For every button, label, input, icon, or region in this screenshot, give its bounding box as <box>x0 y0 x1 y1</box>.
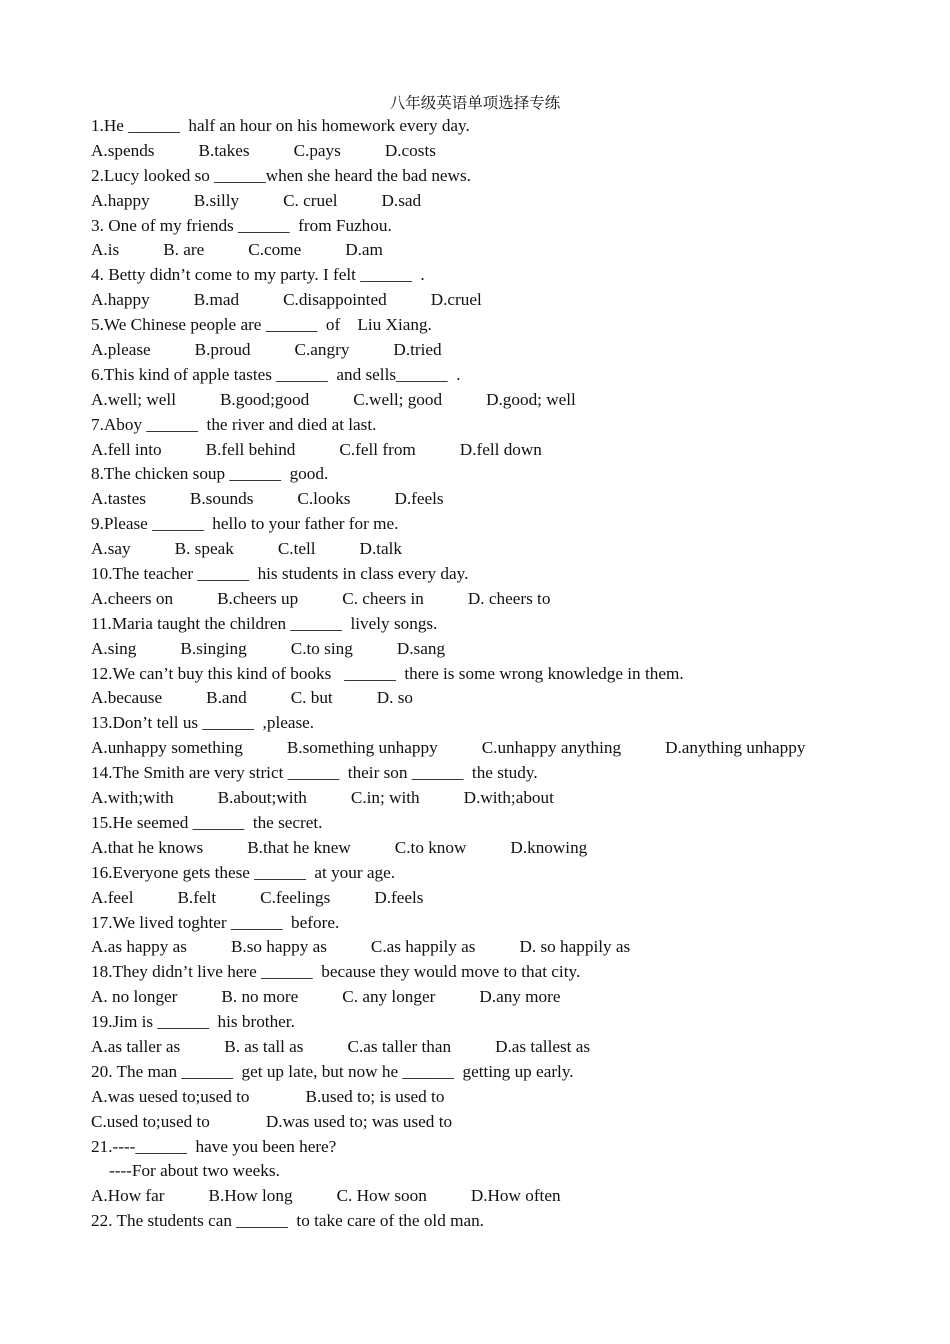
options-line <box>91 1184 910 1209</box>
question-text: 5.We Chinese people are ______ of Liu Xiang. <box>91 315 432 335</box>
question-text: 3. One of my friends ______ from Fuzhou. <box>91 215 392 235</box>
answer-option: D.knowing <box>510 837 588 857</box>
options-line <box>91 686 910 711</box>
answer-option: A.say <box>91 539 131 559</box>
question-line <box>91 313 910 338</box>
question-line <box>91 214 910 239</box>
question-text: 10.The teacher ______ his students in class every day. <box>91 564 469 584</box>
answer-option: C.looks <box>297 489 351 509</box>
answer-option: D.feels <box>394 489 444 509</box>
answer-option: A.well; well <box>91 389 176 409</box>
answer-option: D.sad <box>381 190 422 210</box>
answer-option: B. no more <box>221 987 299 1007</box>
answer-option: A.happy <box>91 290 150 310</box>
answer-option: C.come <box>248 240 302 260</box>
question-line <box>91 612 910 637</box>
answer-option: B.sounds <box>189 489 254 509</box>
options-line <box>91 487 910 512</box>
answer-option: D.cruel <box>430 290 482 310</box>
answer-option: A.sing <box>91 638 137 658</box>
question-text: 8.The chicken soup ______ good. <box>91 464 329 484</box>
options-line <box>91 438 910 463</box>
answer-option: A.How far <box>91 1186 165 1206</box>
answer-option: B.proud <box>194 340 251 360</box>
answer-option: B.good;good <box>219 389 310 409</box>
options-line <box>91 886 910 911</box>
question-text: 16.Everyone gets these ______ at your age. <box>91 862 396 882</box>
answer-option: D.am <box>345 240 383 260</box>
answer-option: B.so happy as <box>230 937 327 957</box>
question-text: 20. The man ______ get up late, but now he ______ getting up early. <box>91 1061 574 1081</box>
answer-option: D. so happily as <box>519 937 631 957</box>
options-line <box>91 288 910 313</box>
answer-option: A.with;with <box>91 788 174 808</box>
answer-option: C.tell <box>277 539 316 559</box>
answer-option: C. How soon <box>336 1186 427 1206</box>
answer-option: A.please <box>91 340 151 360</box>
question-text: 2.Lucy looked so ______when she heard the bad news. <box>91 165 471 185</box>
question-line <box>91 263 910 288</box>
answer-option: C.angry <box>294 340 350 360</box>
options-line <box>91 1035 910 1060</box>
answer-option: D.anything unhappy <box>665 738 806 758</box>
answer-option: B.fell behind <box>205 439 296 459</box>
answer-option: D.feels <box>374 887 424 907</box>
question-text: 21.----______ have you been here? <box>91 1136 337 1156</box>
answer-option: A.as happy as <box>91 937 187 957</box>
answer-option: B. as tall as <box>224 1036 304 1056</box>
answer-option: A.was uesed to;used to <box>91 1086 250 1106</box>
question-text: 12.We can’t buy this kind of books ______ there is some wrong knowledge in them. <box>91 663 684 683</box>
answer-option: A.cheers on <box>91 588 174 608</box>
answer-option: C.in; with <box>350 788 420 808</box>
question-text: 17.We lived toghter ______ before. <box>91 912 340 932</box>
question-text: 6.This kind of apple tastes ______ and sells______ . <box>91 364 461 384</box>
answer-option: C.to sing <box>290 638 353 658</box>
options-line <box>91 1085 910 1110</box>
answer-option: C. but <box>290 688 333 708</box>
answer-option: C.fell from <box>339 439 416 459</box>
answer-option: B. are <box>163 240 205 260</box>
options-line <box>91 338 910 363</box>
answer-option: B.mad <box>193 290 240 310</box>
question-line <box>91 811 910 836</box>
question-line <box>91 413 910 438</box>
question-line <box>91 512 910 537</box>
question-line <box>91 363 910 388</box>
answer-option: A.happy <box>91 190 150 210</box>
question-line <box>91 1010 910 1035</box>
answer-option: D.How often <box>470 1186 561 1206</box>
question-line <box>91 462 910 487</box>
answer-option: D.good; well <box>486 389 576 409</box>
question-line <box>91 960 910 985</box>
options-line <box>91 587 910 612</box>
question-line <box>91 1060 910 1085</box>
options-line <box>91 537 910 562</box>
options-line <box>91 238 910 263</box>
answer-option: D. so <box>376 688 414 708</box>
answer-option: D.fell down <box>459 439 542 459</box>
question-line <box>91 1209 910 1234</box>
answer-option: B.used to; is used to <box>305 1086 445 1106</box>
question-text: 11.Maria taught the children ______ lively songs. <box>91 613 438 633</box>
options-line <box>91 786 910 811</box>
answer-option: B.that he knew <box>247 837 351 857</box>
answer-option: B.and <box>206 688 247 708</box>
answer-option: A.that he knows <box>91 837 204 857</box>
options-line <box>91 985 910 1010</box>
answer-option: A.unhappy something <box>91 738 243 758</box>
answer-option: A.is <box>91 240 120 260</box>
answer-option: A.feel <box>91 887 134 907</box>
question-text: 15.He seemed ______ the secret. <box>91 812 323 832</box>
answer-option: C. cheers in <box>342 588 424 608</box>
answer-option: C.used to;used to <box>91 1111 210 1131</box>
question-text: 4. Betty didn’t come to my party. I felt ______ . <box>91 265 425 285</box>
options-line <box>91 139 910 164</box>
answer-option: C.feelings <box>260 887 331 907</box>
answer-option: C.as taller than <box>347 1036 452 1056</box>
answer-option: B.something unhappy <box>286 738 438 758</box>
answer-option: A.as taller as <box>91 1036 181 1056</box>
question-line <box>91 662 910 687</box>
answer-option: D.as tallest as <box>495 1036 591 1056</box>
question-text: 13.Don’t tell us ______ ,please. <box>91 713 315 733</box>
answer-option: B.How long <box>208 1186 293 1206</box>
options-line <box>91 935 910 960</box>
answer-option: C.to know <box>394 837 467 857</box>
answer-option: C. any longer <box>342 987 436 1007</box>
answer-option: B.silly <box>193 190 240 210</box>
answer-option: D. cheers to <box>467 588 551 608</box>
answer-option: B.felt <box>177 887 217 907</box>
page-title: 八年级英语单项选择专练 <box>389 95 561 112</box>
options-line <box>91 637 910 662</box>
question-text: 14.The Smith are very strict ______ their son ______ the study. <box>91 763 538 783</box>
question-line <box>91 711 910 736</box>
answer-option: D.was used to; was used to <box>265 1111 453 1131</box>
answer-option: D.costs <box>384 140 436 160</box>
question-line <box>91 761 910 786</box>
answer-option: B.cheers up <box>217 588 299 608</box>
question-text: 18.They didn’t live here ______ because they would move to that city. <box>91 962 581 982</box>
question-line <box>91 114 910 139</box>
answer-option: A. no longer <box>91 987 178 1007</box>
question-text: 1.He ______ half an hour on his homework every day. <box>91 116 470 135</box>
options-line <box>91 736 910 761</box>
question-text: 9.Please ______ hello to your father for me. <box>91 514 399 534</box>
options-line <box>91 836 910 861</box>
options-line <box>91 1110 910 1135</box>
question-line <box>91 1159 910 1184</box>
question-text: 19.Jim is ______ his brother. <box>91 1012 295 1032</box>
answer-option: B.singing <box>180 638 247 658</box>
answer-option: A.spends <box>91 140 155 160</box>
question-list <box>91 114 910 1234</box>
options-line <box>91 388 910 413</box>
question-line <box>91 1135 910 1160</box>
answer-option: A.tastes <box>91 489 146 509</box>
answer-option: D.any more <box>479 987 561 1007</box>
answer-option: B.about;with <box>217 788 307 808</box>
answer-option: C.unhappy anything <box>481 738 622 758</box>
answer-option: A.fell into <box>91 439 162 459</box>
answer-option: B.takes <box>198 140 250 160</box>
question-text: ----For about two weeks. <box>109 1161 280 1181</box>
answer-option: D.sang <box>396 638 446 658</box>
answer-option: B. speak <box>174 539 234 559</box>
answer-option: C.pays <box>293 140 341 160</box>
question-text: 22. The students can ______ to take care of the old man. <box>91 1211 484 1231</box>
answer-option: D.talk <box>359 539 403 559</box>
question-line <box>91 911 910 936</box>
question-text: 7.Aboy ______ the river and died at last. <box>91 414 377 434</box>
answer-option: C.disappointed <box>283 290 387 310</box>
answer-option: D.with;about <box>463 788 554 808</box>
answer-option: C. cruel <box>283 190 338 210</box>
options-line <box>91 189 910 214</box>
question-line <box>91 164 910 189</box>
answer-option: C.as happily as <box>370 937 476 957</box>
question-line <box>91 562 910 587</box>
question-line <box>91 861 910 886</box>
answer-option: C.well; good <box>353 389 443 409</box>
answer-option: D.tried <box>393 340 442 360</box>
answer-option: A.because <box>91 688 163 708</box>
